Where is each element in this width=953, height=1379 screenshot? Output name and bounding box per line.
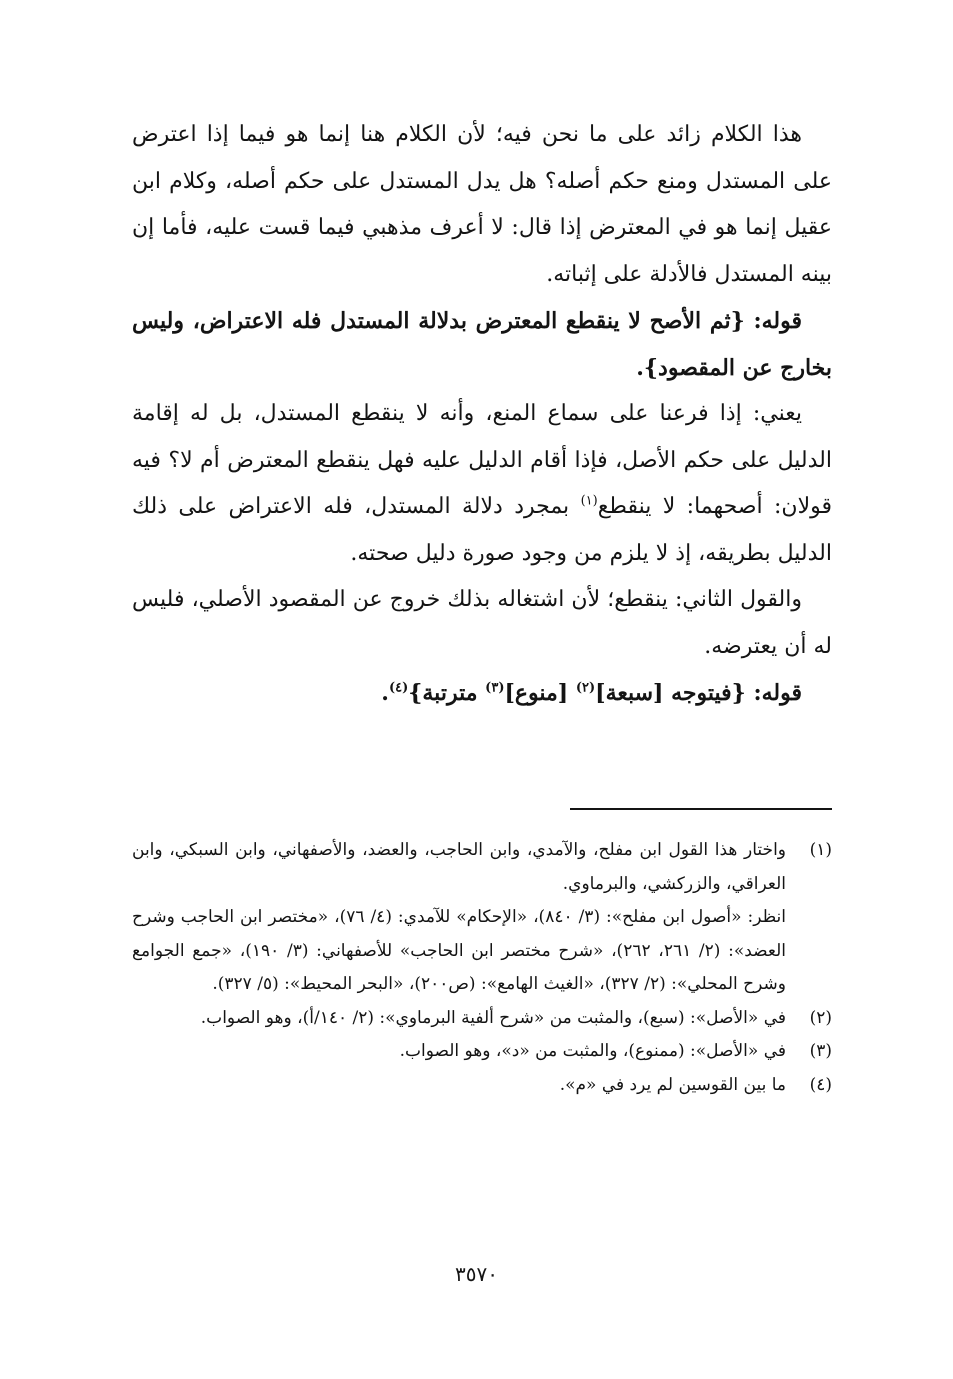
footnote-number: (٤) [809,1074,832,1095]
footnote-marker-1: (١) [580,493,598,509]
footnote-separator [570,808,832,810]
footnote-2 [132,1002,832,1036]
footnote-text: ما بين القوسين لم يرد في «م». [559,1074,786,1095]
footnote-marker-3: (٣) [485,680,505,696]
page-number: ٣٥٧٠ [455,1262,498,1286]
paragraph-explanation-part-2: بمجرد دلالة المستدل، فله الاعتراض على ذلك الدليل بطريقه، إذ لا يلزم من وجود صورة دليل صحته. [132,494,832,566]
main-text [132,112,832,717]
footnote-number: (٣) [809,1041,832,1061]
footnote-marker-2: (٢) [575,680,596,696]
footnotes [132,834,832,1102]
footnote-text: في «الأصل»: (ممنوع)، والمثبت من «د»، وهو الصواب. [399,1041,786,1061]
footnote-number: (٢) [809,1007,832,1028]
paragraph-explanation [132,391,832,577]
paragraph-explanation-part-1: يعني: إذا فرعنا على سماع المنع، وأنه لا ينقطع المستدل، بل له إقامة الدليل على حكم الأصل، فإذا أقام الدليل عليه فهل ينقطع المعترض أم لا؟ فيه قولان: أصحهما: لا ينقطع [132,401,833,519]
footnote-marker-4: (٤) [388,680,409,696]
footnote-3 [132,1035,832,1069]
quote-segment-2: [منوع] [504,680,576,706]
paragraph-quote-main: قوله: {ثم الأصح لا ينقطع المعترض بدلالة المستدل فله الاعتراض، وليس بخارج عن المقصود}. [132,308,832,381]
quote-segment-1: قوله: {فيتوجه [سبعة] [595,680,802,706]
footnote-4 [132,1069,832,1103]
quote-segment-4: . [381,680,389,706]
paragraph-quote-objections [132,670,832,717]
quote-segment-3: مترتبة} [408,680,486,706]
paragraph-commentary: هذا الكلام زائد على ما نحن فيه؛ لأن الكلام هنا إنما هو فيما إذا اعترض على المستدل ومنع حكم أصله؟ هل يدل المستدل على حكم أصله، وكلام ابن عقيل إنما هو في المعترض إذا قال: لا أعرف مذهبي فيما قست عليه، فأما إن بينه المستدل فالأدلة على إثباته. [132,122,832,287]
footnote-1 [132,834,832,1002]
footnote-text: في «الأصل»: (سبع)، والمثبت من «شرح ألفية البرماوي»: (٢/ ١٤٠/أ)، وهو الصواب. [200,1007,786,1028]
paragraph-second-opinion: والقول الثاني: ينقطع؛ لأن اشتغاله بذلك خروج عن المقصود الأصلي، فليس له أن يعترضه. [132,587,832,659]
footnote-references: انظر: «أصول ابن مفلح»: (٣/ ٨٤٠)، «الإحكام» للآمدي: (٤/ ٧٦)، «مختصر ابن الحاجب وشرح العضد»: (٢/ ٢٦١، ٢٦٢)، «شرح مختصر ابن الحاجب» للأصفهاني: (٣/ ١٩٠)، «جمع الجوامع وشرح المحلي»: (٢/ ٣٢٧)، «الغيث الهامع»: (ص٢٠٠)، «البحر المحيط»: (٥/ ٣٢٧). [132,907,787,994]
footnote-text: واختار هذا القول ابن مفلح، والآمدي، وابن الحاجب، والعضد، والأصفهاني، وابن السبكي، وابن العراقي، والزركشي، والبرماوي. [132,840,786,894]
footnote-number: (١) [809,840,832,860]
